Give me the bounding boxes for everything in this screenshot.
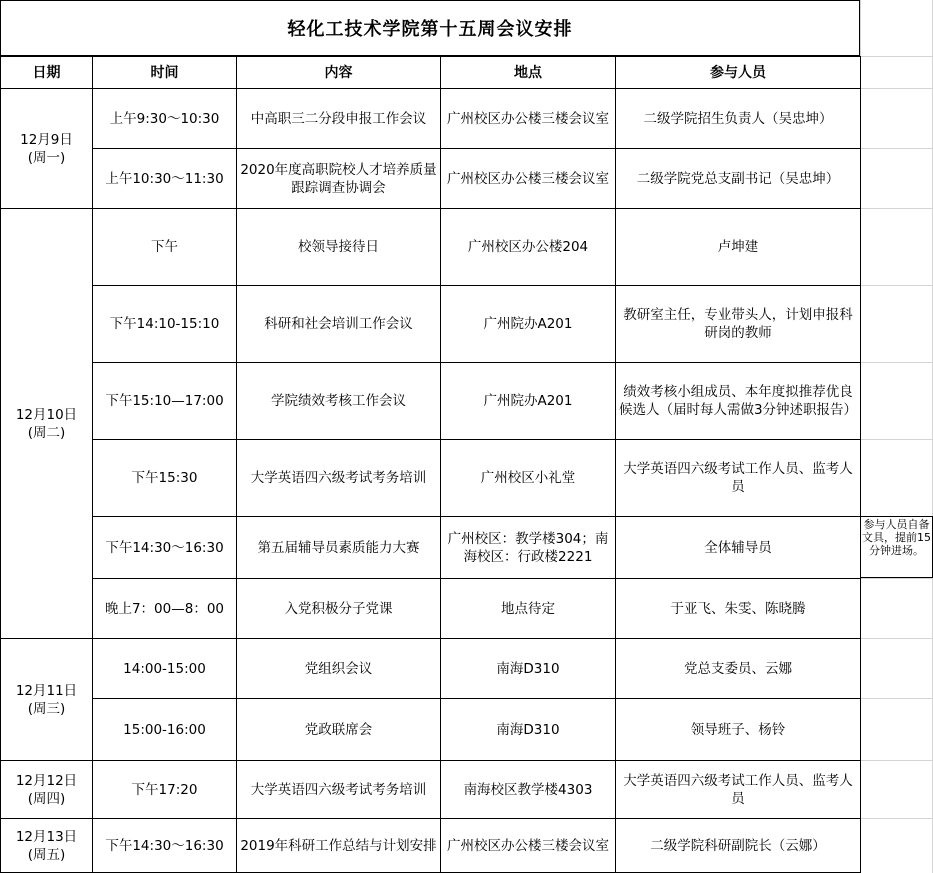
date-text: 12月13日 xyxy=(15,828,78,845)
content-cell[interactable]: 2020年度高职院校人才培养质量跟踪调查协调会 xyxy=(237,149,441,209)
content-cell[interactable]: 大学英语四六级考试考务培训 xyxy=(237,761,441,819)
date-text: 12月9日 xyxy=(20,131,73,148)
content-cell[interactable]: 入党积极分子党课 xyxy=(237,579,441,639)
grid-line xyxy=(860,439,933,440)
people-cell[interactable]: 绩效考核小组成员、本年度拟推荐优良候选人（届时每人需做3分钟述职报告） xyxy=(616,363,861,440)
content-cell[interactable]: 党政联席会 xyxy=(237,699,441,761)
grid-line xyxy=(860,208,933,209)
grid-line xyxy=(860,88,933,89)
grid-line xyxy=(860,362,933,363)
people-cell[interactable]: 二级学院党总支副书记（吴忠坤） xyxy=(616,149,861,209)
table-row xyxy=(1,761,861,819)
date-text: 12月12日 xyxy=(15,772,78,789)
header-cell-content[interactable]: 内容 xyxy=(237,57,441,89)
table-row xyxy=(1,440,861,517)
weekday-text: (周五) xyxy=(27,846,66,863)
place-cell[interactable]: 南海D310 xyxy=(441,639,616,699)
content-cell[interactable]: 第五届辅导员素质能力大赛 xyxy=(237,517,441,579)
time-cell[interactable]: 下午14:10-15:10 xyxy=(93,286,237,363)
grid-line xyxy=(860,578,933,579)
date-text: 12月11日 xyxy=(15,682,78,699)
weekday-text: (周三) xyxy=(27,700,66,717)
time-cell[interactable]: 下午 xyxy=(93,209,237,286)
table-row xyxy=(1,149,861,209)
table-row xyxy=(1,363,861,440)
content-cell[interactable]: 党组织会议 xyxy=(237,639,441,699)
table-row xyxy=(1,286,861,363)
content-cell[interactable]: 学院绩效考核工作会议 xyxy=(237,363,441,440)
place-cell[interactable]: 广州校区办公楼三楼会议室 xyxy=(441,819,616,873)
time-cell[interactable]: 下午17:20 xyxy=(93,761,237,819)
people-cell[interactable]: 全体辅导员 xyxy=(616,517,861,579)
place-cell[interactable]: 南海校区教学楼4303 xyxy=(441,761,616,819)
table-row xyxy=(1,89,861,149)
people-cell[interactable]: 大学英语四六级考试工作人员、监考人员 xyxy=(616,761,861,819)
table-row xyxy=(1,579,861,639)
content-cell[interactable]: 校领导接待日 xyxy=(237,209,441,286)
grid-line xyxy=(860,818,933,819)
time-cell[interactable]: 晚上7：00—8：00 xyxy=(93,579,237,639)
table-row xyxy=(1,699,861,761)
page-title: 轻化工技术学院第十五周会议安排 xyxy=(0,0,860,56)
place-cell[interactable]: 南海D310 xyxy=(441,699,616,761)
people-cell[interactable]: 教研室主任，专业带头人，计划申报科研岗的教师 xyxy=(616,286,861,363)
time-cell[interactable]: 15:00-16:00 xyxy=(93,699,237,761)
weekday-text: (周一) xyxy=(27,149,66,166)
grid-line xyxy=(860,285,933,286)
note-cell[interactable]: 参与人员自备文具，提前15分钟进场。 xyxy=(861,516,933,578)
place-cell[interactable]: 广州校区办公楼204 xyxy=(441,209,616,286)
date-cell[interactable] xyxy=(1,819,93,873)
people-cell[interactable]: 二级学院招生负责人（吴忠坤） xyxy=(616,89,861,149)
place-cell[interactable]: 广州校区：教学楼304；南海校区：行政楼2221 xyxy=(441,517,616,579)
people-cell[interactable]: 卢坤建 xyxy=(616,209,861,286)
header-cell-time[interactable]: 时间 xyxy=(93,57,237,89)
time-cell[interactable]: 14:00-15:00 xyxy=(93,639,237,699)
people-cell[interactable]: 大学英语四六级考试工作人员、监考人员 xyxy=(616,440,861,517)
grid-line xyxy=(860,148,933,149)
content-cell[interactable]: 2019年科研工作总结与计划安排 xyxy=(237,819,441,873)
time-cell[interactable]: 下午15:30 xyxy=(93,440,237,517)
header-cell-people[interactable]: 参与人员 xyxy=(616,57,861,89)
content-cell[interactable]: 大学英语四六级考试考务培训 xyxy=(237,440,441,517)
header-cell-place[interactable]: 地点 xyxy=(441,57,616,89)
table-row xyxy=(1,209,861,286)
date-text: 12月10日 xyxy=(15,406,78,423)
content-cell[interactable]: 中高职三二分段申报工作会议 xyxy=(237,89,441,149)
date-cell[interactable] xyxy=(1,761,93,819)
grid-line xyxy=(860,638,933,639)
time-cell[interactable]: 上午9:30～10:30 xyxy=(93,89,237,149)
place-cell[interactable]: 广州校区办公楼三楼会议室 xyxy=(441,89,616,149)
header-cell-date[interactable]: 日期 xyxy=(1,57,93,89)
place-cell[interactable]: 广州院办A201 xyxy=(441,363,616,440)
date-cell[interactable] xyxy=(1,639,93,761)
people-cell[interactable]: 二级学院科研副院长（云娜） xyxy=(616,819,861,873)
time-cell[interactable]: 下午14:30～16:30 xyxy=(93,819,237,873)
people-cell[interactable]: 党总支委员、云娜 xyxy=(616,639,861,699)
grid-line xyxy=(860,56,933,57)
weekday-text: (周四) xyxy=(27,790,66,807)
place-cell[interactable]: 广州院办A201 xyxy=(441,286,616,363)
date-cell[interactable] xyxy=(1,89,93,209)
header-row xyxy=(1,57,861,89)
table-row xyxy=(1,517,861,579)
content-cell[interactable]: 科研和社会培训工作会议 xyxy=(237,286,441,363)
people-cell[interactable]: 于亚飞、朱雯、陈晓腾 xyxy=(616,579,861,639)
grid-line xyxy=(860,760,933,761)
people-cell[interactable]: 领导班子、杨铃 xyxy=(616,699,861,761)
table-row xyxy=(1,639,861,699)
table-row xyxy=(1,819,861,873)
schedule-table xyxy=(0,56,861,873)
time-cell[interactable]: 下午14:30～16:30 xyxy=(93,517,237,579)
place-cell[interactable]: 广州校区办公楼三楼会议室 xyxy=(441,149,616,209)
time-cell[interactable]: 下午15:10—17:00 xyxy=(93,363,237,440)
place-cell[interactable]: 广州校区小礼堂 xyxy=(441,440,616,517)
date-cell[interactable] xyxy=(1,209,93,639)
weekday-text: (周二) xyxy=(27,424,66,441)
grid-line xyxy=(860,698,933,699)
place-cell[interactable]: 地点待定 xyxy=(441,579,616,639)
time-cell[interactable]: 上午10:30～11:30 xyxy=(93,149,237,209)
